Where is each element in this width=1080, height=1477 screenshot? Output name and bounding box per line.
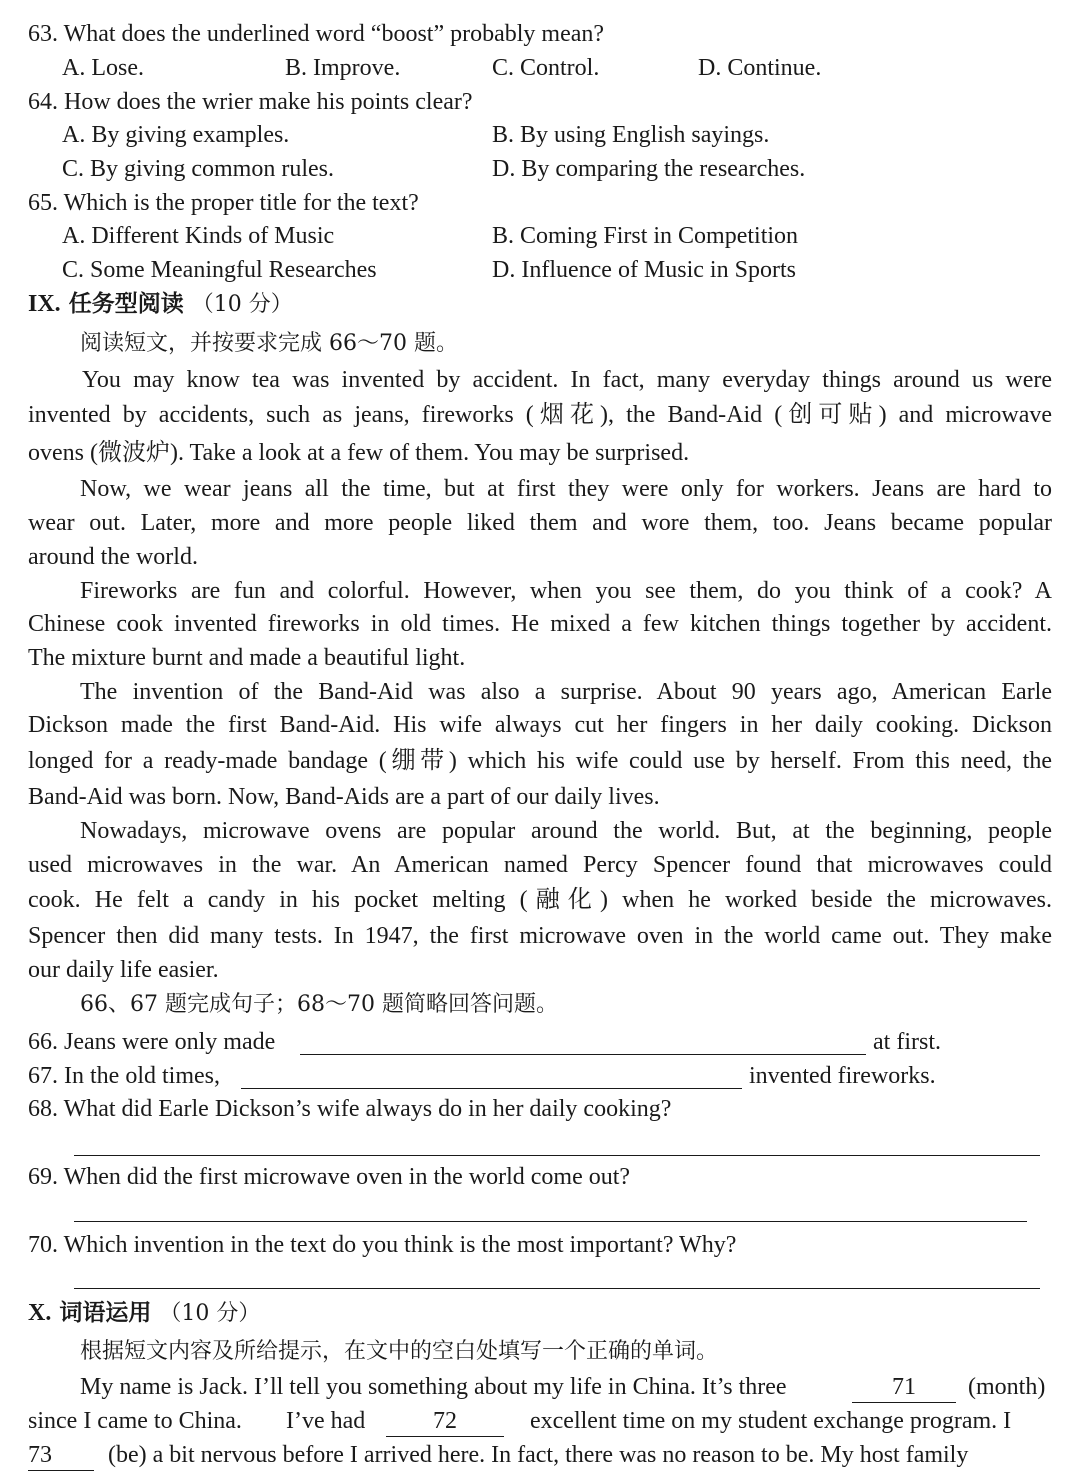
q65-option-c: C. Some Meaningful Researches [62, 257, 377, 283]
passage-line: Dickson made the first Band-Aid. His wife always cut her fingers in her daily cooking. Dickson [28, 712, 1052, 738]
answer-blank-71[interactable]: 71 [852, 1372, 956, 1403]
task-instruction: 66、67 题完成句子；68～70 题简略回答问题。 [80, 992, 558, 1017]
answer-blank-72[interactable]: 72 [386, 1406, 504, 1437]
passage-line: used microwaves in the war. An American named Percy Spencer found that microwaves could [28, 852, 1052, 878]
q64-option-b: B. By using English sayings. [492, 122, 770, 148]
passage-line: The mixture burnt and made a beautiful light. [28, 645, 466, 671]
section-10-instruction: 根据短文内容及所给提示，在文中的空白处填写一个正确的单词。 [80, 1339, 719, 1364]
passage-line: Now, we wear jeans all the time, but at first they were only for workers. Jeans are hard to [80, 476, 1052, 502]
question-66-start: 66. Jeans were only made [28, 1029, 276, 1055]
q65-option-d: D. Influence of Music in Sports [492, 257, 796, 283]
question-68: 68. What did Earle Dickson’s wife always do in her daily cooking? [28, 1096, 672, 1122]
cloze-hint: (month) [968, 1374, 1046, 1400]
question-66-end: at first. [873, 1029, 941, 1055]
answer-blank-66[interactable] [300, 1054, 866, 1055]
q63-option-c: C. Control. [492, 55, 600, 81]
passage-line: around the world. [28, 544, 198, 570]
answer-line-70[interactable] [74, 1288, 1040, 1289]
passage-line: Fireworks are fun and colorful. However, when you see them, do you think of a cook? A [80, 578, 1052, 604]
question-69: 69. When did the first microwave oven in the world come out? [28, 1164, 631, 1190]
q63-option-a: A. Lose. [62, 55, 144, 81]
cloze-text: (be) a bit nervous before I arrived here. In fact, there was no reason to be. My host family [108, 1442, 969, 1468]
question-67-end: invented fireworks. [749, 1063, 936, 1089]
q64-option-d: D. By comparing the researches. [492, 156, 806, 182]
question-63: 63. What does the underlined word “boost” probably mean? [28, 21, 605, 47]
passage-line: You may know tea was invented by accident. In fact, many everyday things around us were [82, 367, 1052, 393]
q63-option-b: B. Improve. [285, 55, 401, 81]
cloze-text: My name is Jack. I’ll tell you something about my life in China. It’s three [80, 1374, 787, 1400]
q64-option-c: C. By giving common rules. [62, 156, 334, 182]
passage-line: longed for a ready-made bandage (绷带) which his wife could use by herself. From this need, the [28, 748, 1052, 774]
answer-line-68[interactable] [74, 1155, 1040, 1156]
q64-option-a: A. By giving examples. [62, 122, 290, 148]
question-67-start: 67. In the old times, [28, 1063, 220, 1089]
answer-line-69[interactable] [74, 1221, 1027, 1222]
q65-option-a: A. Different Kinds of Music [62, 223, 335, 249]
cloze-text: since I came to China. [28, 1408, 242, 1434]
section-9-title: 任务型阅读 [68, 291, 184, 317]
section-9-instruction: 阅读短文，并按要求完成 66～70 题。 [80, 331, 458, 356]
section-9-number: IX. [28, 291, 61, 317]
question-65: 65. Which is the proper title for the text? [28, 190, 419, 216]
passage-line: wear out. Later, more and more people liked them and wore them, too. Jeans became popular [28, 510, 1052, 536]
passage-line: invented by accidents, such as jeans, fireworks (烟花), the Band-Aid (创可贴) and microwave [28, 402, 1052, 428]
passage-line: Nowadays, microwave ovens are popular around the world. But, at the beginning, people [80, 818, 1052, 844]
cloze-text: excellent time on my student exchange program. I [530, 1408, 1012, 1434]
q63-option-d: D. Continue. [698, 55, 822, 81]
cloze-text: I’ve had [286, 1408, 366, 1434]
passage-line: Chinese cook invented fireworks in old times. He mixed a few kitchen things together by accident. [28, 611, 1052, 637]
q65-option-b: B. Coming First in Competition [492, 223, 799, 249]
passage-line: Spencer then did many tests. In 1947, the first microwave oven in the world came out. They make [28, 923, 1052, 949]
section-9-points: （10 分） [191, 292, 293, 317]
passage-line: our daily life easier. [28, 957, 219, 983]
passage-line: ovens (微波炉). Take a look at a few of them. You may be surprised. [28, 440, 690, 466]
section-9-heading [28, 287, 293, 321]
question-70: 70. Which invention in the text do you think is the most important? Why? [28, 1232, 737, 1258]
section-10-heading [28, 1296, 260, 1330]
section-10-number: X. [28, 1300, 52, 1326]
passage-line: cook. He felt a candy in his pocket melting (融化) when he worked beside the microwaves. [28, 887, 1052, 913]
passage-line: The invention of the Band-Aid was also a surprise. About 90 years ago, American Earle [80, 679, 1052, 705]
section-10-title: 词语运用 [59, 1300, 152, 1326]
answer-blank-73[interactable]: 73 [28, 1440, 94, 1471]
answer-blank-67[interactable] [241, 1088, 742, 1089]
question-64: 64. How does the wrier make his points clear? [28, 89, 473, 115]
passage-line: Band-Aid was born. Now, Band-Aids are a part of our daily lives. [28, 784, 660, 810]
section-10-points: （10 分） [159, 1301, 261, 1326]
